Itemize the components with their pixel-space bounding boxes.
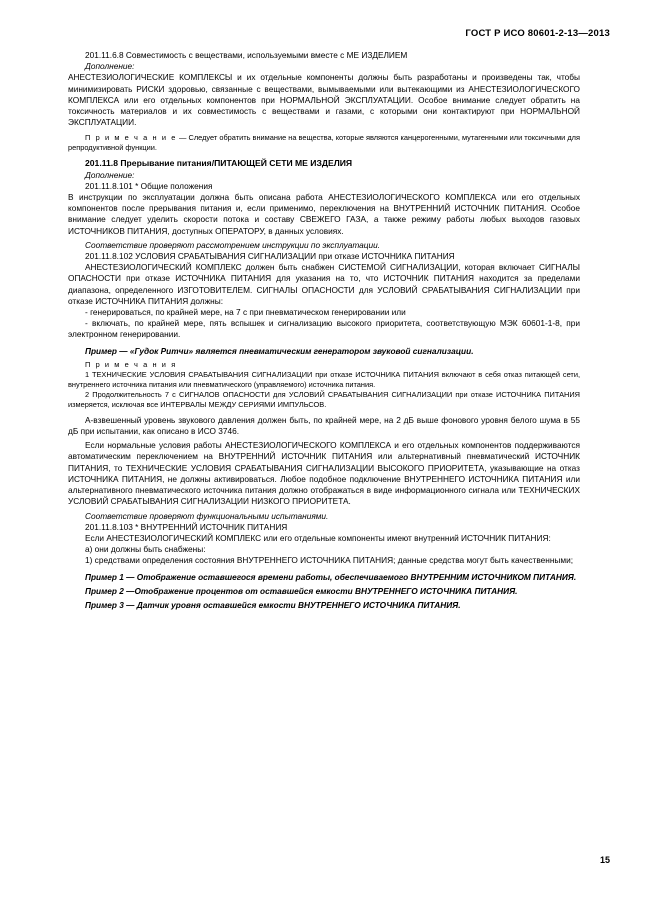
bullet-item-1: - генерироваться, по крайней мере, на 7 с при пневматическом генерировании или	[85, 307, 406, 318]
note-item-2: 2 Продолжительность 7 с СИГНАЛОВ ОПАСНОСТИ для УСЛОВИЙ СРАБАТЫВАНИЯ СИГНАЛИЗАЦИИ при отказе ИСТОЧНИКА ПИТАНИЯ измеряется, исключая все ИНТЕРВАЛЫ МЕЖДУ СЕРИЯМИ ИМПУЛЬСОВ.	[68, 389, 580, 409]
note-201-11-6-8	[68, 133, 580, 153]
note-label-1: П р и м е ч а н и е	[85, 133, 177, 143]
document-body	[68, 50, 580, 611]
compliance-statement-2: Соответствие проверяют функциональными испытаниями.	[85, 510, 329, 521]
notes-label-2: П р и м е ч а н и я	[85, 359, 177, 369]
page-header: ГОСТ Р ИСО 80601-2-13—2013	[465, 28, 610, 39]
paragraph-internal-power-switch: Если нормальные условия работы АНЕСТЕЗИОЛОГИЧЕСКОГО КОМПЛЕКСА и его отдельных компонентов поддерживаются автоматическим переключением на ВНУТРЕННИЙ ИСТОЧНИК ПИТАНИЯ или альтернативный пневматический ИСТОЧНИК ПИТАНИЯ, то ТЕХНИЧЕСКИЕ УСЛОВИЯ СРАБАТЫВАНИЯ СИГНАЛИЗАЦИИ ВЫСОКОГО ПРИОРИТЕТА, указывающие на отказ ИСТОЧНИКА ПИТАНИЯ, не должны активироваться. Любое подобное подключение ВНУТРЕННЕГО ИСТОЧНИКА ПИТАНИЯ или альтернативного пневматического источника питания должно отображаться в виде информационного сигнала или ТЕХНИЧЕСКИХ УСЛОВИЙ СРАБАТЫВАНИЯ СИГНАЛИЗАЦИИ НИЗКОГО ПРИОРИТЕТА.	[68, 440, 580, 507]
example-pneumatic-whistle: Пример — «Гудок Ритчи» является пневматическим генератором звуковой сигнализации.	[85, 345, 474, 356]
subsection-title-201-11-8-101: 201.11.8.101 * Общие положения	[85, 180, 213, 191]
subsection-title-201-11-8-102: 201.11.8.102 УСЛОВИЯ СРАБАТЫВАНИЯ СИГНАЛИЗАЦИИ при отказе ИСТОЧНИКА ПИТАНИЯ	[85, 251, 455, 262]
example-3-level-sensor: Пример 3 — Датчик уровня оставшейся емкости ВНУТРЕННЕГО ИСТОЧНИКА ПИТАНИЯ.	[85, 599, 461, 610]
bullet-item-2: - включать, по крайней мере, пять вспышек и сигнализацию высокого приоритета, соответствующую МЭК 60601-1-8, при электронном генерировании.	[68, 318, 580, 340]
example-2-remaining-percent: Пример 2 —Отображение процентов от оставшейся емкости ВНУТРЕННЕГО ИСТОЧНИКА ПИТАНИЯ.	[85, 585, 518, 596]
addition-label-1: Дополнение:	[85, 61, 135, 72]
list-item-a: а) они должны быть снабжены:	[85, 544, 206, 555]
page-number: 15	[599, 855, 610, 865]
note-text-1: — Следует обратить внимание на вещества, которые являются канцерогенными, мутагенными или токсичными для репродуктивной функции.	[68, 133, 580, 153]
example-1-remaining-time: Пример 1 — Отображение оставшегося времени работы, обеспечиваемого ВНУТРЕННИМ ИСТОЧНИКОМ ПИТАНИЯ.	[85, 571, 577, 582]
section-title-201-11-6-8: 201.11.6.8 Совместимость с веществами, используемыми вместе с МЕ ИЗДЕЛИЕМ	[85, 50, 408, 60]
list-item-a-1: 1) средствами определения состояния ВНУТРЕННЕГО ИСТОЧНИКА ПИТАНИЯ; данные средства могут быть качественными;	[85, 555, 574, 566]
section-title-201-11-8: 201.11.8 Прерывание питания/ПИТАЮЩЕЙ СЕТИ МЕ ИЗДЕЛИЯ	[85, 158, 353, 169]
paragraph-201-11-8-102-body: АНЕСТЕЗИОЛОГИЧЕСКИЙ КОМПЛЕКС должен быть снабжен СИСТЕМОЙ СИГНАЛИЗАЦИИ, которая включает СИГНАЛЫ ОПАСНОСТИ при отказе ИСТОЧНИКА ПИТАНИЯ для указания на то, что ИСТОЧНИК ПИТАНИЯ находится за пределами диапазона, определенного ИЗГОТОВИТЕЛЕМ. СИГНАЛЫ ОПАСНОСТИ для УСЛОВИЙ СРАБАТЫВАНИЯ СИГНАЛИЗАЦИИ при отказе ИСТОЧНИКА ПИТАНИЯ должны:	[68, 262, 580, 306]
compliance-statement-1: Соответствие проверяют рассмотрением инструкции по эксплуатации.	[85, 239, 381, 250]
paragraph-internal-source-intro: Если АНЕСТЕЗИОЛОГИЧЕСКИЙ КОМПЛЕКС или его отдельные компоненты имеют внутренний ИСТОЧНИК ПИТАНИЯ:	[85, 532, 551, 543]
paragraph-201-11-8-101-body: В инструкции по эксплуатации должна быть описана работа АНЕСТЕЗИОЛОГИЧЕСКОГО КОМПЛЕКСА или его отдельных компонентов после прерывания питания и, если применимо, переключения на ВНУТРЕННИЙ ИСТОЧНИК ПИТАНИЯ. Особое внимание следует уделить скорости потока и составу СВЕЖЕГО ГАЗА, а также режиму работы любых выходов газовых ИСТОЧНИКОВ ПИТАНИЯ, доступных ОПЕРАТОРУ, в данных условиях.	[68, 192, 580, 236]
paragraph-201-11-6-8-body: АНЕСТЕЗИОЛОГИЧЕСКИЕ КОМПЛЕКСЫ и их отдельные компоненты должны быть разработаны и произведены так, чтобы минимизировать РИСКИ здоровью, связанные с веществами, вымываемыми или вытекающими из АНЕСТЕЗИОЛОГИЧЕСКОГО КОМПЛЕКСА или его отдельных компонентов при НОРМАЛЬНОЙ ЭКСПЛУАТАЦИИ. Особое внимание следует обратить на токсичность материалов и их совместимость с веществами и газами, с которыми они контактируют при НОРМАЛЬНОЙ ЭКСПЛУАТАЦИИ.	[68, 72, 580, 128]
note-item-1: 1 ТЕХНИЧЕСКИЕ УСЛОВИЯ СРАБАТЫВАНИЯ СИГНАЛИЗАЦИИ при отказе ИСТОЧНИКА ПИТАНИЯ включают в себя отказ питающей сети, внутреннего источника питания или пневматического (управляемого) источника питания.	[68, 369, 580, 389]
addition-label-2: Дополнение:	[85, 169, 135, 180]
subsection-title-201-11-8-103: 201.11.8.103 * ВНУТРЕННИЙ ИСТОЧНИК ПИТАНИЯ	[85, 521, 288, 532]
paragraph-sound-pressure: А-взвешенный уровень звукового давления должен быть, по крайней мере, на 2 дБ выше фонового уровня белого шума в 55 дБ при испытании, как описано в ИСО 3746.	[68, 414, 580, 437]
